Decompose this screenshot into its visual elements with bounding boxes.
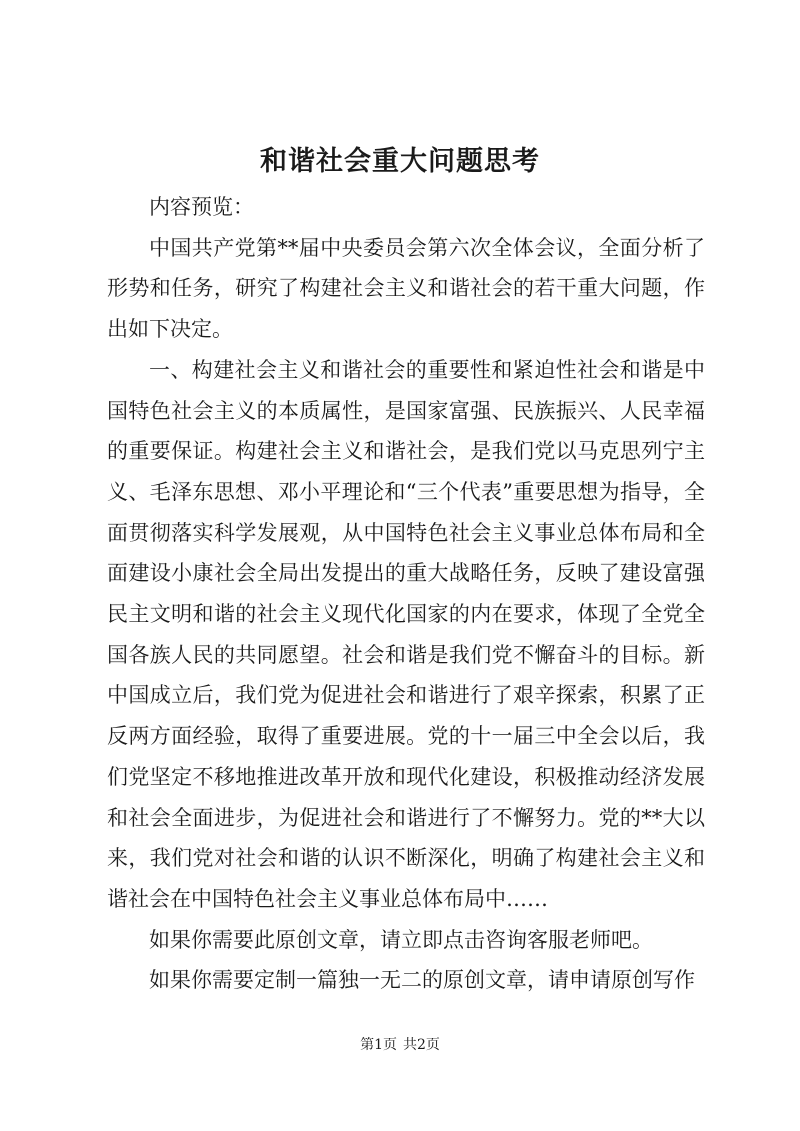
preview-label: 内容预览： — [149, 195, 254, 219]
paragraph-consult-prompt: 如果你需要此原创文章，请立即点击咨询客服老师吧。 — [149, 927, 653, 952]
page-footer — [0, 1035, 800, 1055]
document-title: 和谐社会重大问题思考 — [260, 146, 540, 177]
document-body — [107, 187, 705, 1001]
paragraph-intro: 中国共产党第**届中央委员会第六次全体会议，全面分析了形势和任务，研究了构建社会主义和谐社会的若干重大问题，作出如下决定。 — [107, 235, 705, 342]
paragraph-custom-prompt: 如果你需要定制一篇独一无二的原创文章，请申请原创写作 — [149, 968, 695, 993]
page-number-current: 第1页 — [360, 1037, 397, 1053]
paragraph-section-one: 一、构建社会主义和谐社会的重要性和紧迫性社会和谐是中国特色社会主义的本质属性，是国家富强、民族振兴、人民幸福的重要保证。构建社会主义和谐社会，是我们党以马克思列宁主义、毛泽东思想、邓小平理论和“三个代表”重要思想为指导，全面贯彻落实科学发展观，从中国特色社会主义事业总体布局和全面建设小康社会全局出发提出的重大战略任务，反映了建设富强民主文明和谐的社会主义现代化国家的内在要求，体现了全党全国各族人民的共同愿望。社会和谐是我们党不懈奋斗的目标。新中国成立后，我们党为促进社会和谐进行了艰辛探索，积累了正反两方面经验，取得了重要进展。党的十一届三中全会以后，我们党坚定不移地推进改革开放和现代化建设，积极推动经济发展和社会全面进步，为促进社会和谐进行了不懈努力。党的**大以来，我们党对社会和谐的认识不断深化，明确了构建社会主义和谐社会在中国特色社会主义事业总体布局中…… — [107, 357, 705, 911]
page-number-total: 共2页 — [403, 1037, 440, 1053]
